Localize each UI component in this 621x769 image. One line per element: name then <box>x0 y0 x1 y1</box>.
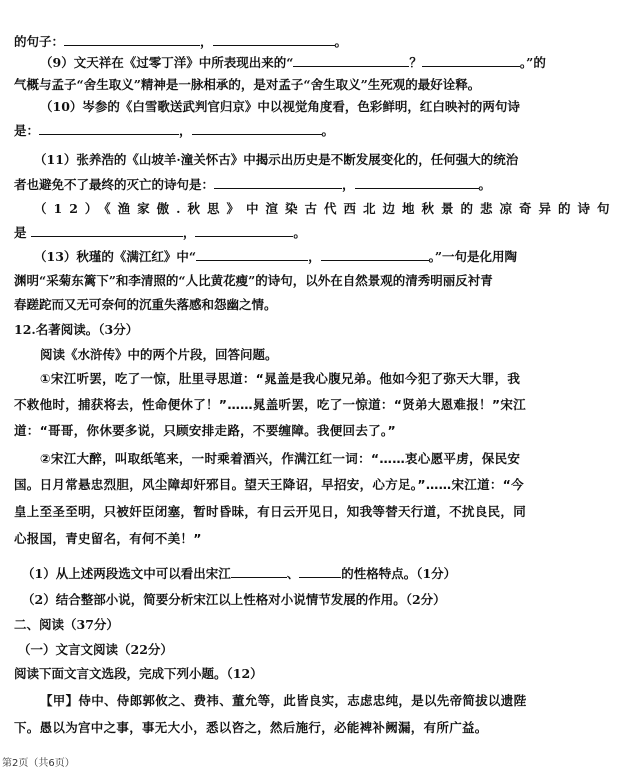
text: 。 <box>293 225 306 240</box>
text: ？ <box>409 55 422 70</box>
text: （9）文天祥在《过零丁洋》中所表现出来的“ <box>40 55 294 70</box>
question-12-line-1: （12）《渔家傲.秋思》中渲染古代西北边地秋景的悲凉奇异的诗句 <box>34 201 617 216</box>
text: ， <box>179 123 192 138</box>
classical-passage-line-1: 【甲】侍中、侍郎郭攸之、费祎、董允等，此皆良实，志虑忠纯，是以先帝简拔以遗陛 <box>40 693 527 708</box>
text: 是 <box>14 225 27 240</box>
answer-blank[interactable] <box>231 565 287 578</box>
question-11-line-2 <box>14 176 621 194</box>
page-number: 第2页（共6页） <box>2 758 75 769</box>
answer-blank[interactable] <box>355 176 479 189</box>
sub-question-1 <box>22 565 621 583</box>
text: 、 <box>286 566 300 581</box>
answer-blank[interactable] <box>321 248 429 261</box>
text: （1）从上述两段选文中可以看出宋江 <box>22 566 231 581</box>
classical-passage-line-2: 下。愚以为宫中之事，事无大小，悉以咨之，然后施行，必能裨补阙漏，有所广益。 <box>14 720 488 735</box>
text: 者也避免不了最终的灭亡的诗句是： <box>14 177 215 192</box>
text: 。”一句是化用陶 <box>428 249 518 264</box>
text: 。 <box>334 34 348 49</box>
question-11-line-1: （11）张养浩的《山坡羊·潼关怀古》中揭示出历史是不断发展变化的，任何强大的统治 <box>34 152 519 167</box>
answer-blank[interactable] <box>214 176 342 189</box>
section-2-heading: 二、阅读（37分） <box>14 617 119 632</box>
question-13-line-2: 渊明“采菊东篱下”和李清照的“人比黄花瘦”的诗句，以外在自然景观的清秀明丽反衬青 <box>14 273 493 288</box>
question-9-line-1 <box>40 54 621 72</box>
text: 是： <box>14 123 40 138</box>
question-9-line-2: 气概与孟子“舍生取义”精神是一脉相承的，是对孟子“舍生取义”生死观的最好诠释。 <box>14 77 481 92</box>
question-10-line-2 <box>14 122 621 140</box>
answer-blank[interactable] <box>64 33 200 46</box>
passage-2-line-3: 皇上至圣至明，只被奸臣闭塞，暂时昏昧，有日云开见日，知我等替天行道，不扰良民，同 <box>14 504 527 519</box>
sub-question-2: （2）结合整部小说，简要分析宋江以上性格对小说情节发展的作用。（2分） <box>22 592 446 607</box>
question-13-line-1 <box>34 248 621 266</box>
passage-2-line-2: 国。日月常悬忠烈胆，风尘障却奸邪目。望天王降诏，早招安，心方足。”……宋江道：“今 <box>14 477 524 492</box>
classical-instruction: 阅读下面文言文选段，完成下列小题。（12） <box>14 666 263 681</box>
answer-blank[interactable] <box>195 224 293 237</box>
answer-blank[interactable] <box>196 248 308 261</box>
text: 的句子： <box>14 34 65 49</box>
answer-blank[interactable] <box>31 224 183 237</box>
text: ， <box>308 249 321 264</box>
passage-2-line-1: ②宋江大醉，叫取纸笔来，一时乘着酒兴，作满江红一词：“……衷心愿平虏，保民安 <box>40 451 521 466</box>
answer-blank[interactable] <box>299 565 341 578</box>
text: ， <box>342 177 355 192</box>
fill-line-1 <box>14 33 621 51</box>
answer-blank[interactable] <box>192 122 322 135</box>
text: 的性格特点。（1分） <box>341 566 457 581</box>
passage-1-line-2: 不救他时，捕获将去，性命便休了！”……晁盖听罢，吃了一惊道：“贤弟大恩难报！”宋江 <box>14 397 526 412</box>
passage-1-line-3: 道：“哥哥，你休要多说，只顾安排走路，不要缠障。我便回去了。” <box>14 423 396 438</box>
text: ， <box>200 34 213 49</box>
question-10-line-1: （10）岑参的《白雪歌送武判官归京》中以视觉角度看，色彩鲜明，红白映衬的两句诗 <box>40 99 520 114</box>
passage-2-line-4: 心报国，青史留名，有何不美！” <box>14 531 202 546</box>
passage-1-line-1: ①宋江听罢，吃了一惊，肚里寻思道：“晁盖是我心腹兄弟。他如今犯了弥天大罪，我 <box>40 371 521 386</box>
text: （13）秋瑾的《满江红》中“ <box>34 249 197 264</box>
text: 。”的 <box>519 55 546 70</box>
text: 。 <box>478 177 492 192</box>
question-12-line-2 <box>14 224 621 242</box>
question-13-line-3: 春蹉跎而又无可奈何的沉重失落感和怨幽之情。 <box>14 297 277 312</box>
text: ， <box>182 225 196 240</box>
section-12-heading: 12.名著阅读。（3分） <box>14 322 139 337</box>
answer-blank[interactable] <box>422 54 520 67</box>
reading-instruction: 阅读《水浒传》中的两个片段，回答问题。 <box>40 347 278 362</box>
answer-blank[interactable] <box>213 33 335 46</box>
text: 。 <box>321 123 335 138</box>
answer-blank[interactable] <box>293 54 409 67</box>
answer-blank[interactable] <box>39 122 179 135</box>
subsection-classical-chinese: （一）文言文阅读（22分） <box>18 642 173 657</box>
